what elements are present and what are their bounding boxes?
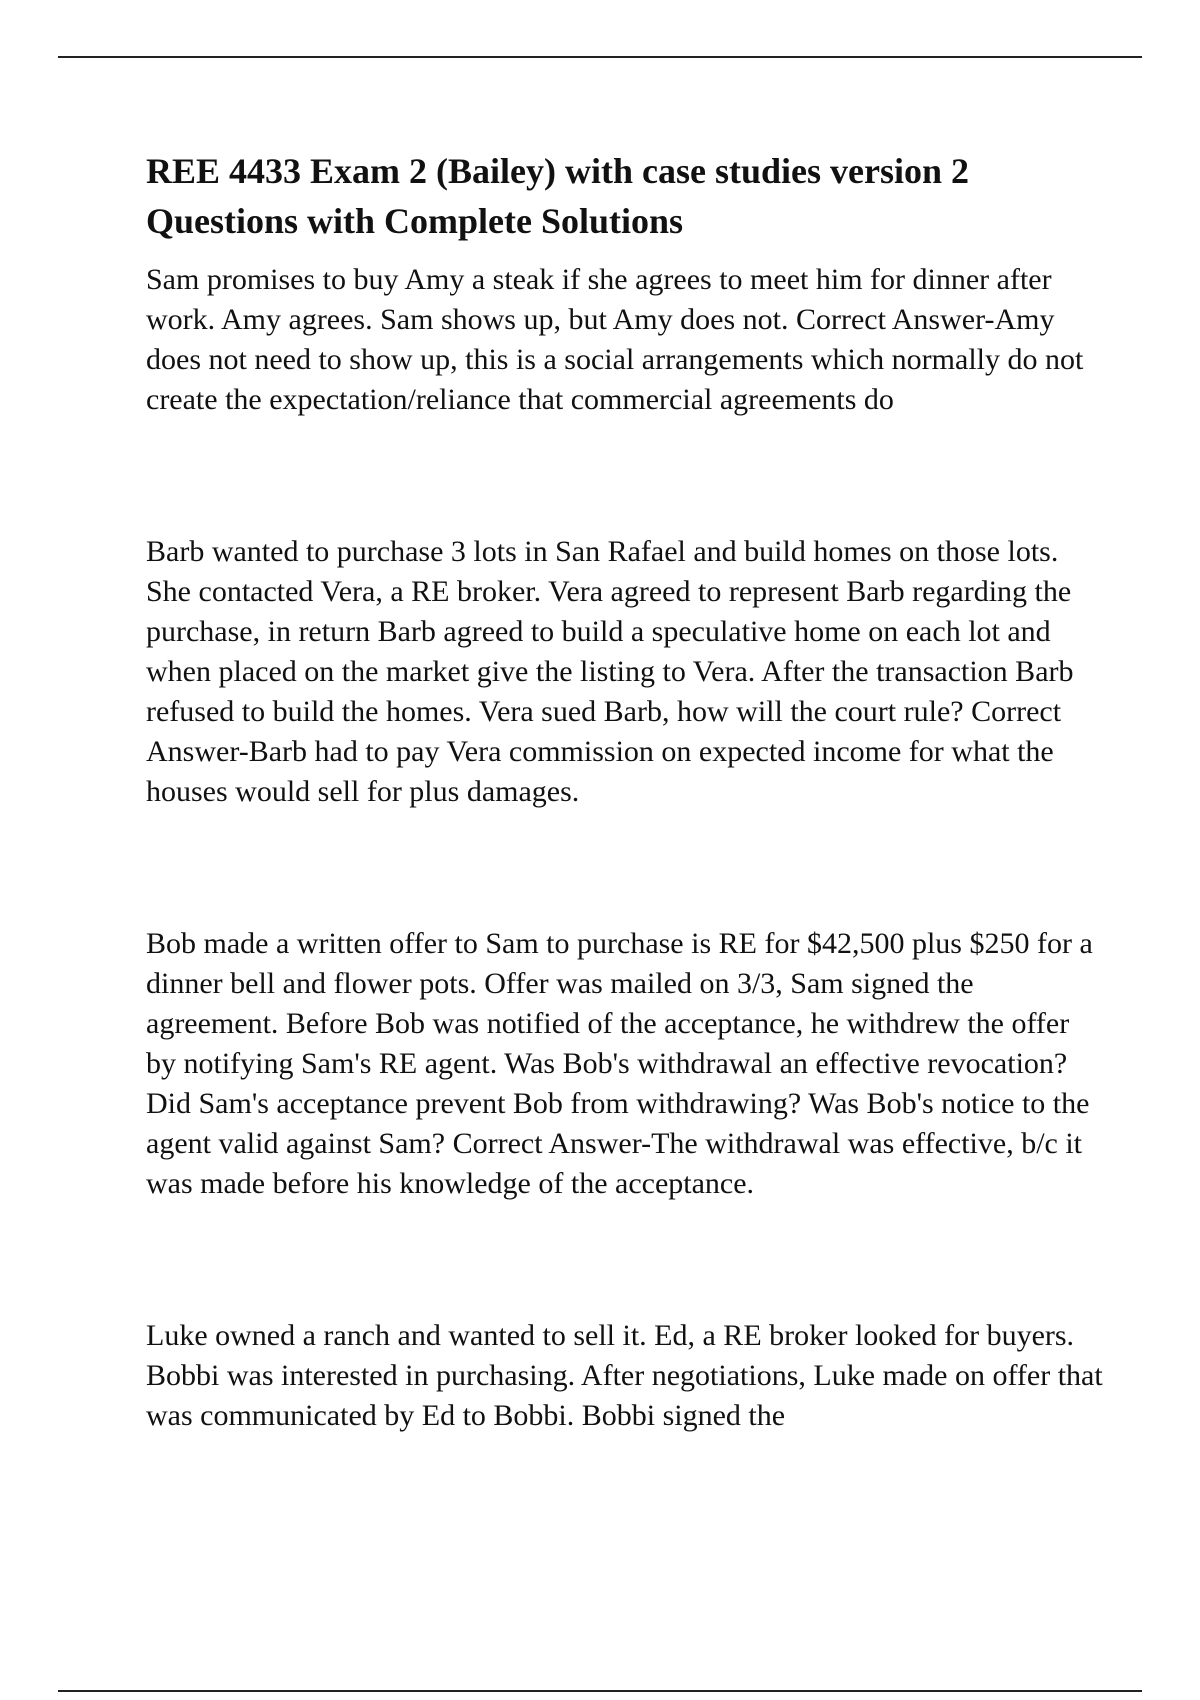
document-body (146, 146, 1106, 1436)
document-title: REE 4433 Exam 2 (Bailey) with case studies version 2 Questions with Complete Solutions (146, 151, 969, 241)
question-answer-3: Bob made a written offer to Sam to purchase is RE for $42,500 plus $250 for a dinner bell and flower pots. Offer was mailed on 3/3, Sam signed the agreement. Before Bob was notified of the acceptance, he withdrew the offer by notifying Sam's RE agent. Was Bob's withdrawal an effective revocation? Did Sam's acceptance prevent Bob from withdrawing? Was Bob's notice to the agent valid against Sam? Correct Answer-The withdrawal was effective, b/c it was made before his knowledge of the acceptance. (146, 927, 1093, 1200)
question-answer-4: Luke owned a ranch and wanted to sell it. Ed, a RE broker looked for buyers. Bobbi was interested in purchasing. After negotiations, Luke made on offer that was communicated by Ed to Bobbi. Bobbi signed the (146, 1319, 1103, 1432)
question-answer-1: Sam promises to buy Amy a steak if she agrees to meet him for dinner after work. Amy agrees. Sam shows up, but Amy does not. Correct Answer-Amy does not need to show up, this is a social arrangements which normally do not create the expectation/reliance that commercial agreements do (146, 263, 1084, 416)
bottom-divider (58, 1690, 1142, 1692)
top-divider (58, 56, 1142, 58)
question-answer-2: Barb wanted to purchase 3 lots in San Rafael and build homes on those lots. She contacted Vera, a RE broker. Vera agreed to represent Barb regarding the purchase, in return Barb agreed to build a speculative home on each lot and when placed on the market give the listing to Vera. After the transaction Barb refused to build the homes. Vera sued Barb, how will the court rule? Correct Answer-Barb had to pay Vera commission on expected income for what the houses would sell for plus damages. (146, 535, 1074, 808)
